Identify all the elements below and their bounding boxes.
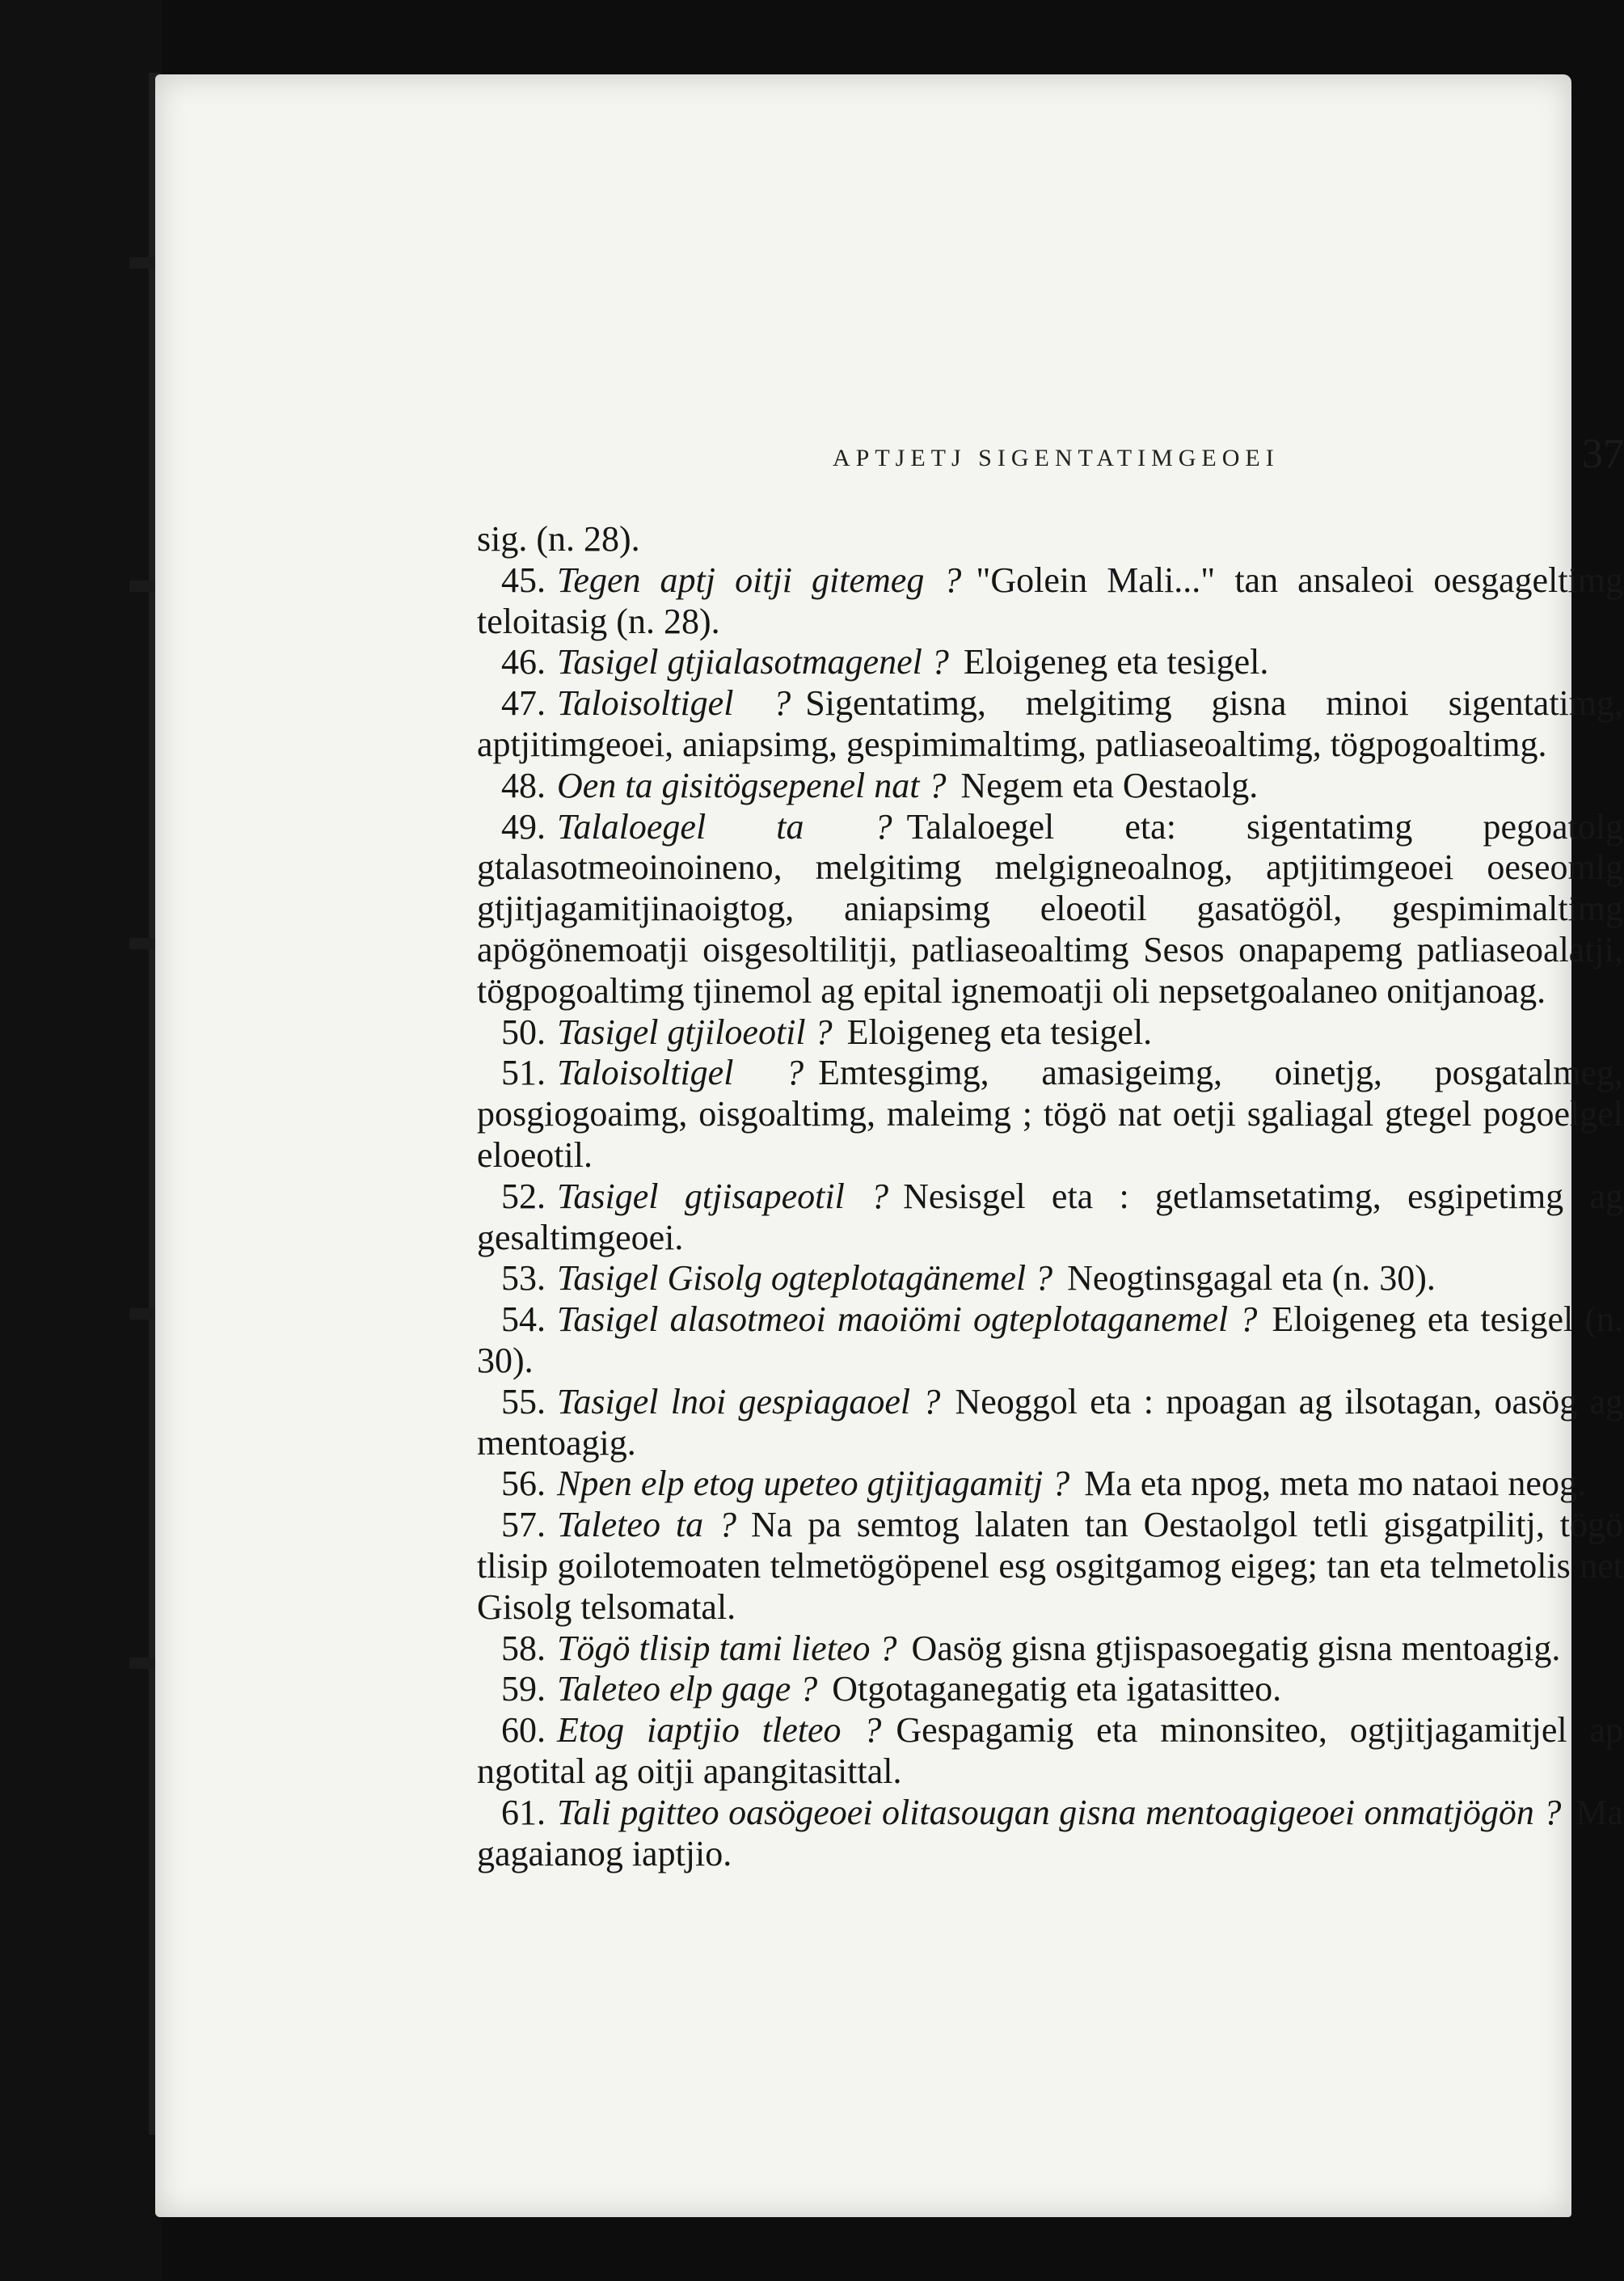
entry-question: Tasigel gtjiloeotil ?: [557, 1012, 833, 1052]
entry-number: 54.: [501, 1299, 546, 1340]
entry-question: Etog iaptjio tleteo ?: [557, 1710, 882, 1751]
entry-question: Taloisoltigel ?: [557, 683, 791, 724]
entry-question: Taleteo ta ?: [557, 1505, 737, 1545]
entry-number: 55.: [501, 1381, 546, 1421]
catechism-entry: [477, 642, 1623, 683]
entry-answer: Eloigeneg eta tesigel.: [963, 642, 1269, 682]
entry-answer: Talaloegel eta: sigentatimg pegoatolg gtalasotmeoinoineno, melgitimg melgigneoalnog, aptjitimgeoei oeseomlg gtjitjagamitjinaoigtog, aniapsimg eloeotil gasatögöl, gespimimaltimg apögönemoatji oisgesoltilitji, patliaseoaltimg Sesos onapapemg patliaseoalatji, tögpogoaltimg tjinemol ag epital ignemoatji oli nepsetgoalaneo onitjanoag.: [477, 806, 1624, 1011]
entry-question: Taloisoltigel ?: [557, 1053, 804, 1093]
entry-number: 56.: [501, 1464, 546, 1504]
entry-question: Tasigel lnoi gespiagaoel ?: [557, 1381, 941, 1421]
entry-number: 58.: [501, 1628, 546, 1668]
entry-question: Tasigel gtjisapeotil ?: [557, 1176, 889, 1216]
entry-question: Tasigel gtjialasotmagenel ?: [557, 642, 949, 682]
catechism-entry: [477, 1258, 1623, 1299]
entry-answer: Ma eta npog, meta mo nataoi neog.: [1084, 1464, 1586, 1504]
body-text: [477, 519, 1623, 1874]
catechism-entry: [477, 1464, 1623, 1505]
entry-answer: Gespagamig eta minonsiteo, ogtjitjagamitjel ap ngotital ag oitji apangitasittal.: [477, 1710, 1623, 1791]
entry-question: Talaloegel ta ?: [557, 806, 892, 847]
entry-number: 48.: [501, 765, 546, 805]
catechism-entry: [477, 1012, 1623, 1054]
entry-answer: Na pa semtog lalaten tan Oestaolgol tetli gisgatpilitj, tögö tlisip goilotemoaten telmetögöpenel esg osgitgamog eigeg; tan eta telmetolis net Gisolg telsomatal.: [477, 1505, 1623, 1627]
entry-answer: Neoggol eta : npoagan ag ilsotagan, oasög ag mentoagig.: [477, 1381, 1623, 1463]
entry-question: Tögö tlisip tami lieteo ?: [557, 1628, 897, 1668]
catechism-entry: [477, 1299, 1623, 1382]
catechism-entry: [477, 1793, 1623, 1875]
catechism-entries: [477, 560, 1623, 1875]
catechism-entry: [477, 560, 1623, 643]
entry-answer: Emtesgimg, amasigeimg, oinetjg, posgatalmeg, posgiogoaimg, oisgoaltimg, maleimg ; tögö nat oetji sgaliagal gtegel pogoelgel eloeotil.: [477, 1053, 1623, 1175]
catechism-entry: [477, 1669, 1623, 1710]
entry-number: 60.: [501, 1710, 546, 1751]
catechism-entry: [477, 1710, 1623, 1793]
entry-number: 49.: [501, 806, 546, 847]
catechism-entry: [477, 683, 1623, 766]
catechism-entry: [477, 766, 1623, 807]
catechism-entry: [477, 807, 1623, 1012]
entry-answer: Otgotaganegatig eta igatasitteo.: [832, 1669, 1282, 1709]
entry-number: 46.: [501, 642, 546, 682]
entry-answer: Ma gagaianog iaptjio.: [477, 1792, 1623, 1873]
entry-number: 52.: [501, 1176, 546, 1216]
entry-number: 51.: [501, 1053, 546, 1093]
catechism-entry: [477, 1628, 1623, 1670]
entry-answer: Oasög gisna gtjispasoegatig gisna mentoagig.: [911, 1628, 1561, 1668]
page-number: 37: [1582, 431, 1624, 477]
entry-number: 50.: [501, 1012, 546, 1052]
lead-line: sig. (n. 28).: [477, 519, 640, 559]
entry-number: 57.: [501, 1505, 546, 1545]
entry-question: Taleteo elp gage ?: [557, 1669, 818, 1709]
catechism-entry: [477, 1382, 1623, 1464]
entry-answer: Eloigeneg eta tesigel.: [846, 1012, 1153, 1052]
entry-number: 53.: [501, 1258, 546, 1299]
entry-answer: "Golein Mali..." tan ansaleoi oesgageltimg teloitasig (n. 28).: [477, 560, 1623, 641]
entry-answer: Eloigeneg eta tesigel (n. 30).: [477, 1299, 1623, 1380]
entry-question: Tegen aptj oitji gitemeg ?: [557, 560, 962, 600]
book-page: [155, 74, 1624, 2217]
entry-answer: Neogtinsgagal eta (n. 30).: [1067, 1258, 1436, 1299]
entry-question: Tali pgitteo oasögeoei olitasougan gisna mentoagigeoei onmatjögön ?: [557, 1792, 1562, 1832]
running-head: [155, 430, 1624, 479]
entry-number: 45.: [501, 560, 546, 600]
entry-number: 47.: [501, 683, 546, 724]
running-title: APTJETJ SIGENTATIMGEOEI: [833, 445, 1280, 471]
entry-answer: Nesisgel eta : getlamsetatimg, esgipetimg ag gesaltimgeoei.: [477, 1176, 1623, 1257]
entry-answer: Sigentatimg, melgitimg gisna minoi sigentatimg, aptjitimgeoei, aniapsimg, gespimimaltimg, patliaseoaltimg, tögpogoaltimg.: [477, 683, 1624, 764]
entry-number: 61.: [501, 1792, 546, 1832]
entry-question: Tasigel Gisolg ogteplotagänemel ?: [557, 1258, 1053, 1299]
entry-answer: Negem eta Oestaolg.: [960, 765, 1259, 805]
entry-number: 59.: [501, 1669, 546, 1709]
adjacent-page-edge: [0, 0, 162, 2281]
entry-question: Npen elp etog upeteo gtjitjagamitj ?: [557, 1464, 1070, 1504]
catechism-entry: [477, 1053, 1623, 1176]
catechism-entry: [477, 1176, 1623, 1259]
catechism-entry: [477, 1505, 1623, 1628]
entry-question: Tasigel alasotmeoi maoiömi ogteplotaganemel ?: [557, 1299, 1258, 1340]
entry-question: Oen ta gisitögsepenel nat ?: [557, 765, 947, 805]
